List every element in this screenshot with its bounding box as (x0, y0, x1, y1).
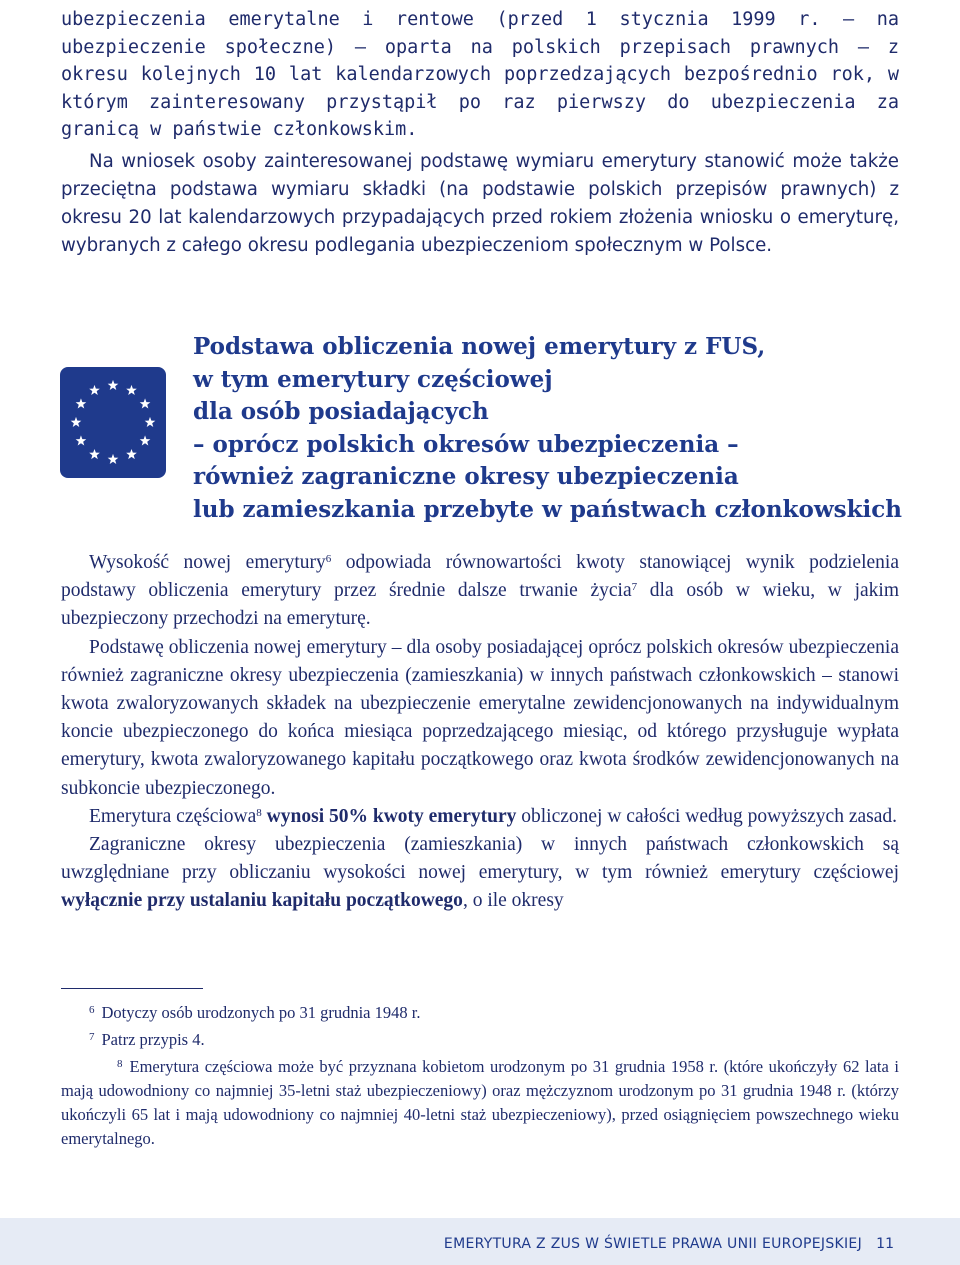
heading-line: również zagraniczne okresy ubezpieczenia (193, 463, 739, 491)
footnote-ref: 7 (631, 581, 638, 594)
page-number: 11 (876, 1236, 894, 1252)
footer-title: EMERYTURA Z ZUS W ŚWIETLE PRAWA UNII EUROPEJSKIEJ (443, 1236, 862, 1252)
second-paragraph: Na wniosek osoby zainteresowanej podstawę wymiaru emerytury stanowić może także przeciętna podstawa wymiaru składki (na podstawie polskich przepisów prawnych) z okresu 20 lat kalendarzowych przypadających przed rokiem złożenia wniosku o emeryturę, wybranych z całego okresu podlegania ubezpieczeniom społecznym w Polsce. (61, 151, 899, 256)
paragraph-1: Wysokość nowej emerytury$^6$ odpowiada równowartości kwoty stanowiącej wynik podzielenia podstawy obliczenia emerytury przez średnie dalsze trwanie życia$^7$ dla osób w wieku, w jakim ubezpieczony przechodzi na emeryturę. (61, 552, 899, 630)
eu-flag-icon (60, 367, 166, 478)
heading-line: – oprócz polskich okresów ubezpieczenia – (193, 430, 739, 458)
paragraph-4: Zagraniczne okresy ubezpieczenia (zamieszkania) w innych państwach członkowskich są uwzględniane przy obliczaniu wysokości nowej emerytury, w tym również emerytury częściowej wyłącznie przy ustalaniu kapitału początkowego, o ile okresy (61, 834, 899, 912)
heading-line: lub zamieszkania przebyte w państwach członkowskich (193, 495, 902, 523)
footnotes (61, 998, 899, 1151)
footnote-item: 6 Dotyczy osób urodzonych po 31 grudnia 1948 r. (89, 1003, 421, 1022)
heading-line: Podstawa obliczenia nowej emerytury z FUS, (193, 333, 766, 360)
paragraph-2: Podstawę obliczenia nowej emerytury – dla osoby posiadającej oprócz polskich okresów ubezpieczenia również zagraniczne okresy ubezpieczenia (zamieszkania) w innych państwach członkowskich – stanowi kwota zwaloryzowanych składek na ubezpieczenie emerytalne zewidencjonowanych na indywidualnym koncie ubezpieczonego do końca miesiąca poprzedzającego miesiąc, od którego przysługuje wypłata emerytury, kwota zwaloryzowanego kapitału początkowego oraz kwota środków zewidencjonowanych na subkoncie ubezpieczonego. (61, 636, 899, 799)
section-heading (193, 331, 902, 527)
footnote-item: 8 Emerytura częściowa może być przyznana kobietom urodzonym po 31 grudnia 1958 r. (które ukończyły 62 lata i mają udowodniony co najmniej 35-letni staż ubezpieczeniowy) oraz mężczyznom urodzonym po 31 grudnia 1948 r. (którzy ukończyli 65 lat i mają udowodniony co najmniej 40-letni staż ubezpieczeniowy), przed osiągnięciem powszechnego wieku emerytalnego. (61, 1057, 899, 1148)
paragraph-3: Emerytura częściowa$^8$ wynosi 50% kwoty emerytury obliczonej w całości według powyższych zasad. (89, 805, 898, 827)
footnote-ref: 6 (325, 553, 332, 565)
heading-line: dla osób posiadających (193, 398, 489, 426)
heading-line: w tym emerytury częściowej (193, 365, 553, 393)
main-body (61, 549, 899, 916)
footnote-ref: 8 (256, 806, 262, 819)
footnote-item: 7 Patrz przypis 4. (89, 1030, 205, 1049)
footnote-divider (61, 988, 203, 989)
intro-paragraph: ubezpieczenia emerytalne i rentowe (przed 1 stycznia 1999 r. – na ubezpieczenie społeczne) – oparta na polskich przepisach prawnych – z okresu kolejnych 10 lat kalendarzowych poprzedzających bezpośrednio rok, w którym zainteresowany przystąpił po raz pierwszy do ubezpieczenia za granicą w państwie członkowskim. (61, 9, 899, 140)
